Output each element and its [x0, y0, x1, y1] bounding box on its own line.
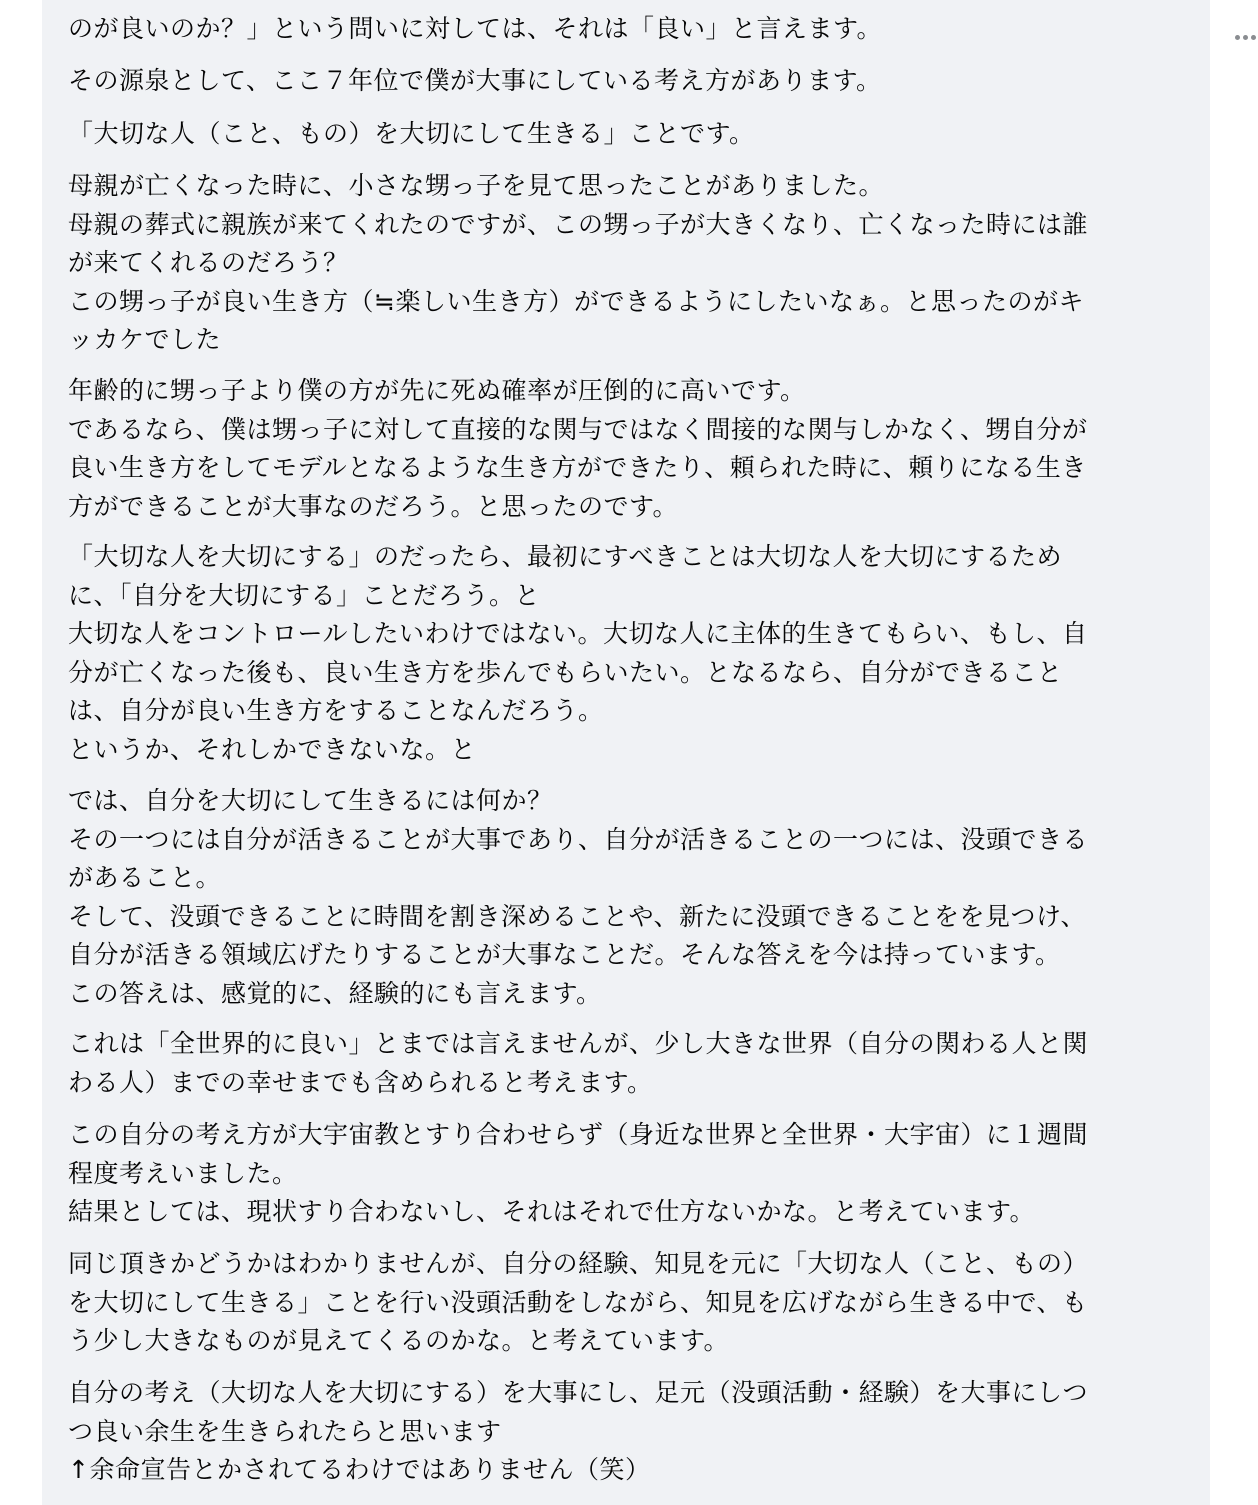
more-horizontal-icon: [1235, 35, 1240, 40]
comment-paragraph: 年齢的に甥っ子より僕の方が先に死ぬ確率が圧倒的に高いです。 であるなら、僕は甥っ子に対して直接的な関与ではなく間接的な関与しかなく、甥自分が 良い生き方をしてモデルとなるような生き方ができたり、頼られた時に、頼りになる生き 方ができることが大事なのだろう。と思ったのです。: [68, 376, 1088, 521]
comment-paragraph: これは「全世界的に良い」とまでは言えませんが、少し大きな世界（自分の関わる人と関 わる人）までの幸せまでも含められると考えます。: [68, 1029, 1089, 1097]
more-horizontal-icon: [1243, 35, 1248, 40]
comment-paragraph: その源泉として、ここ７年位で僕が大事にしている考え方があります。: [68, 66, 882, 95]
comment-paragraph: 自分の考え（大切な人を大切にする）を大事にし、足元（没頭活動・経験）を大事にしつ つ良い余生を生きられたらと思います ↑余命宣告とかされてるわけではありません（笑）: [68, 1378, 1089, 1484]
comment-paragraph: では、自分を大切にして生きるには何か？ その一つには自分が活きることが大事であり、自分が活きることの一つには、没頭できる があること。 そして、没頭できることに時間を割き深めることや、新たに没頭できることをを見つけ、 自分が活きる領域広げたりすることが大事なことだ。そんな答えを今は持っています。 この答えは、感覚的に、経験的にも言えます。: [68, 786, 1089, 1008]
comment-paragraph: この自分の考え方が大宇宙教とすり合わせらず（身近な世界と全世界・大宇宙）に１週間 程度考えいました。 結果としては、現状すり合わないし、それはそれで仕方ないかな。と考えています。: [68, 1120, 1089, 1226]
more-horizontal-icon: [1251, 35, 1256, 40]
comment-paragraph: 「大切な人を大切にする」のだったら、最初にすべきことは大切な人を大切にするため に、「自分を大切にする」ことだろう。と 大切な人をコントロールしたいわけではない。大切な人に主体的生きてもらい、もし、自 分が亡くなった後も、良い生き方を歩んでもらいたい。となるなら、自分ができること は、自分が良い生き方をすることなんだろう。 というか、それしかできないな。と: [68, 542, 1088, 764]
comment-paragraph: 母親が亡くなった時に、小さな甥っ子を見て思ったことがありました。 母親の葬式に親族が来てくれたのですが、この甥っ子が大きくなり、亡くなった時には誰 が来てくれるのだろう？ この甥っ子が良い生き方（≒楽しい生き方）ができるようにしたいなぁ。と思ったのがキ ッカケでした: [68, 171, 1089, 354]
comment-paragraph: のが良いのか？」という問いに対しては、それは「良い」と言えます。: [68, 14, 883, 43]
more-options-button[interactable]: [1232, 22, 1258, 52]
comment-paragraph: 「大切な人（こと、もの）を大切にして生きる」ことです。: [68, 119, 755, 148]
comment-paragraph: 同じ頂きかどうかはわかりませんが、自分の経験、知見を元に「大切な人（こと、もの） を大切にして生きる」ことを行い没頭活動をしながら、知見を広げながら生きる中で、も う少し大きなものが見えてくるのかな。と考えています。: [68, 1249, 1089, 1355]
comment-bubble: [42, 0, 1210, 1505]
